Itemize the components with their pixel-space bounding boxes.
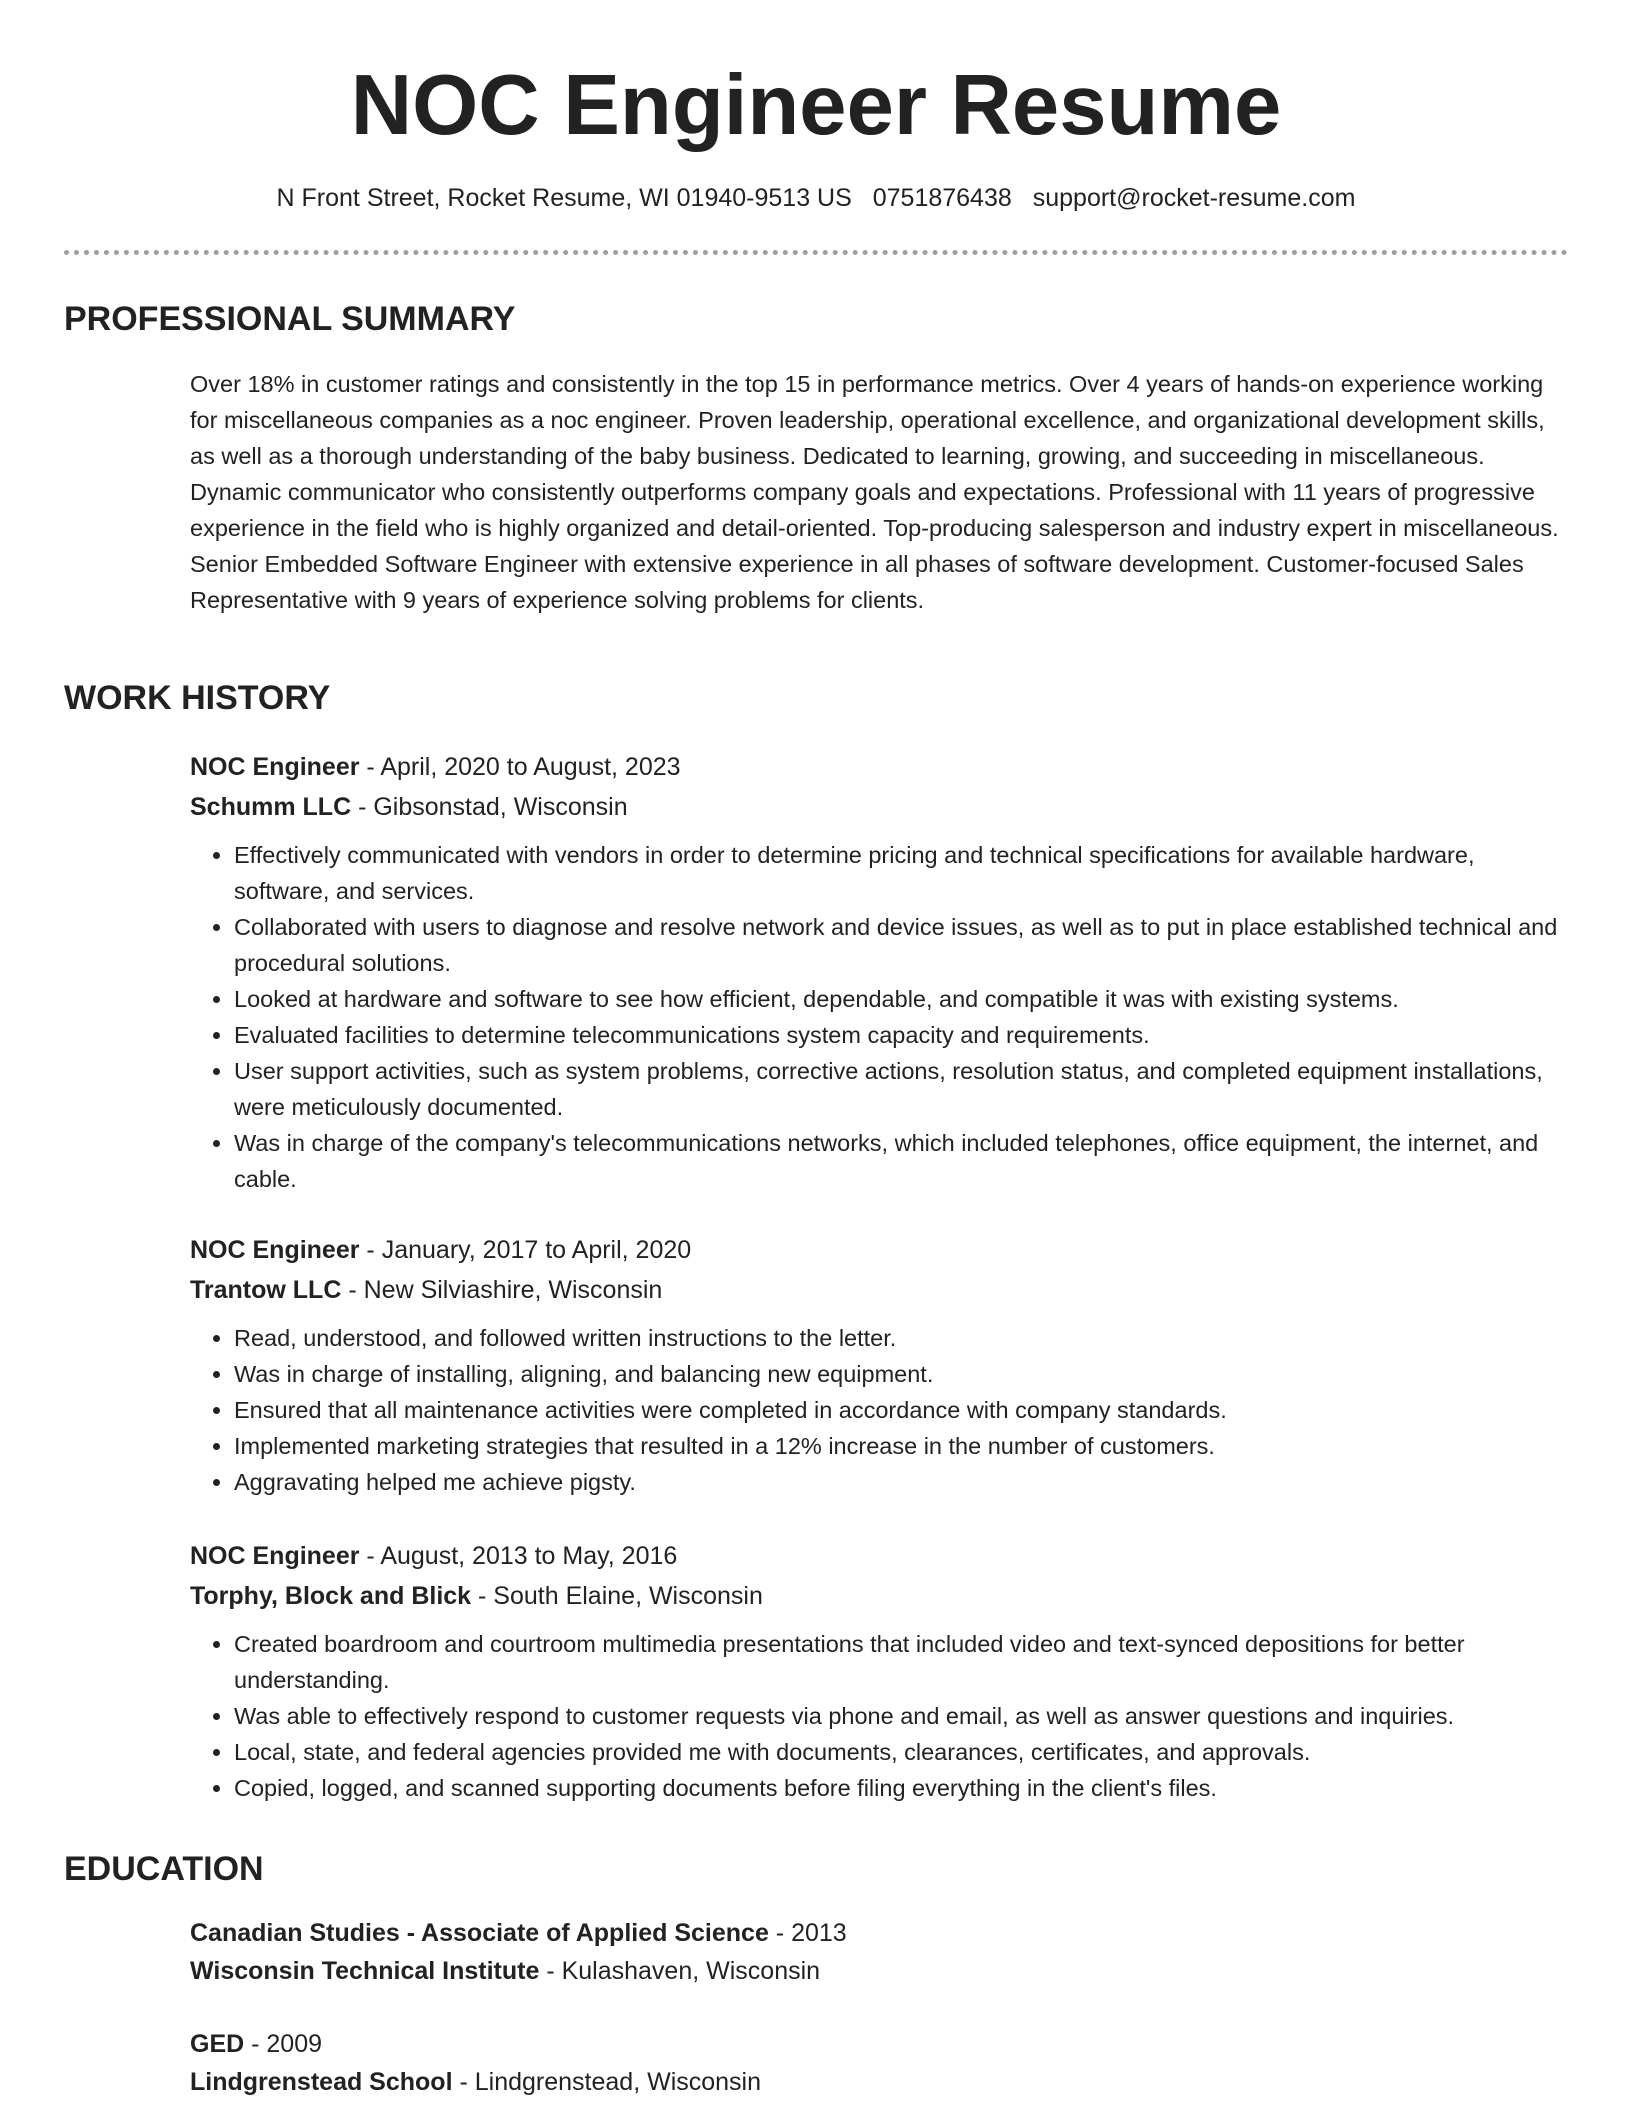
education-degree: GED	[190, 2030, 245, 2058]
job-bullet: • Looked at hardware and software to see how efficient, dependable, and compatible it was with existing systems.	[234, 981, 1568, 1017]
job-bullet: • Evaluated facilities to determine telecommunications system capacity and requirements.	[234, 1017, 1568, 1053]
job-bullet: • Collaborated with users to diagnose and resolve network and device issues, as well as to put in place established technical and procedural solutions.	[234, 909, 1568, 981]
job-title-line	[190, 1230, 1568, 1270]
job-company: Trantow LLC	[190, 1276, 342, 1304]
education-school: Lindgrenstead School	[190, 2068, 453, 2096]
education-school-line	[190, 1952, 1568, 1990]
education-year: - 2009	[244, 2030, 323, 2058]
summary-text: Over 18% in customer ratings and consistently in the top 15 in performance metrics. Over 4 years of hands-on experience working for miscellaneous companies as a noc engineer. Proven leadership, operational excellence, and organizational development skills, as well as a thorough understanding of the baby business. Dedicated to learning, growing, and succeeding in miscellaneous. Dynamic communicator who consistently outperforms company goals and expectations. Professional with 11 years of progressive experience in the field who is highly organized and detail-oriented. Top-producing salesperson and industry expert in miscellaneous. Senior Embedded Software Engineer with extensive experience in all phases of software development. Customer-focused Sales Representative with 9 years of experience solving problems for clients.	[190, 371, 1559, 613]
job-bullet: • Local, state, and federal agencies provided me with documents, clearances, certificates, and approvals.	[234, 1734, 1568, 1770]
job-title-line	[190, 747, 1568, 787]
section-title-work-history: WORK HISTORY	[64, 679, 331, 717]
job-company-line	[190, 1270, 1568, 1310]
job-bullet: • Effectively communicated with vendors in order to determine pricing and technical specifications for available hardware, software, and services.	[234, 837, 1568, 909]
job-bullet: • Copied, logged, and scanned supporting documents before filing everything in the client's files.	[234, 1770, 1568, 1806]
job-company-line	[190, 787, 1568, 827]
contact-line	[64, 180, 1568, 216]
contact-email: support@rocket-resume.com	[1032, 184, 1356, 212]
job-title: NOC Engineer	[190, 1236, 360, 1264]
job-title: NOC Engineer	[190, 1542, 360, 1570]
job-bullets	[190, 1626, 1568, 1806]
section-title-summary: PROFESSIONAL SUMMARY	[64, 300, 516, 338]
job-location: - New Silviashire, Wisconsin	[341, 1276, 663, 1304]
education-entry	[190, 1914, 1568, 1990]
job-dates: - August, 2013 to May, 2016	[359, 1542, 678, 1570]
education-degree-line	[190, 2025, 1568, 2063]
education-location: - Kulashaven, Wisconsin	[539, 1957, 821, 1985]
job-bullet: • Ensured that all maintenance activities were completed in accordance with company standards.	[234, 1392, 1568, 1428]
job-bullet: • Aggravating helped me achieve pigsty.	[234, 1464, 1568, 1500]
job-title: NOC Engineer	[190, 753, 360, 781]
job-bullets	[190, 1320, 1568, 1500]
job-bullet: • Was in charge of installing, aligning, and balancing new equipment.	[234, 1356, 1568, 1392]
job-company-line	[190, 1576, 1568, 1616]
job-company: Torphy, Block and Blick	[190, 1582, 472, 1610]
education-school: Wisconsin Technical Institute	[190, 1957, 540, 1985]
job-location: - South Elaine, Wisconsin	[471, 1582, 763, 1610]
job-dates: - April, 2020 to August, 2023	[359, 753, 681, 781]
job-bullet: • Read, understood, and followed written instructions to the letter.	[234, 1320, 1568, 1356]
job-bullet: • Created boardroom and courtroom multimedia presentations that included video and text-synced depositions for better understanding.	[234, 1626, 1568, 1698]
section-title-education: EDUCATION	[64, 1850, 264, 1888]
education-school-line	[190, 2063, 1568, 2101]
job-entry	[190, 1536, 1568, 1806]
header-divider	[64, 250, 1568, 255]
job-bullet: • User support activities, such as system problems, corrective actions, resolution status, and completed equipment installations, were meticulously documented.	[234, 1053, 1568, 1125]
job-bullets	[190, 837, 1568, 1197]
contact-phone: 0751876438	[872, 184, 1012, 212]
education-degree-line	[190, 1914, 1568, 1952]
resume-title: NOC Engineer Resume	[350, 58, 1282, 153]
contact-address: N Front Street, Rocket Resume, WI 01940-9513 US	[276, 184, 852, 212]
job-bullet: • Implemented marketing strategies that resulted in a 12% increase in the number of customers.	[234, 1428, 1568, 1464]
job-company: Schumm LLC	[190, 793, 352, 821]
education-year: - 2013	[768, 1919, 847, 1947]
job-location: - Gibsonstad, Wisconsin	[351, 793, 628, 821]
education-entry	[190, 2025, 1568, 2101]
education-location: - Lindgrenstead, Wisconsin	[452, 2068, 762, 2096]
job-bullet: • Was in charge of the company's telecommunications networks, which included telephones, office equipment, the internet, and cable.	[234, 1125, 1568, 1197]
job-dates: - January, 2017 to April, 2020	[359, 1236, 692, 1264]
job-title-line	[190, 1536, 1568, 1576]
job-entry	[190, 1230, 1568, 1500]
education-degree: Canadian Studies - Associate of Applied Science	[190, 1919, 769, 1947]
job-bullet: • Was able to effectively respond to customer requests via phone and email, as well as answer questions and inquiries.	[234, 1698, 1568, 1734]
job-entry	[190, 747, 1568, 1197]
